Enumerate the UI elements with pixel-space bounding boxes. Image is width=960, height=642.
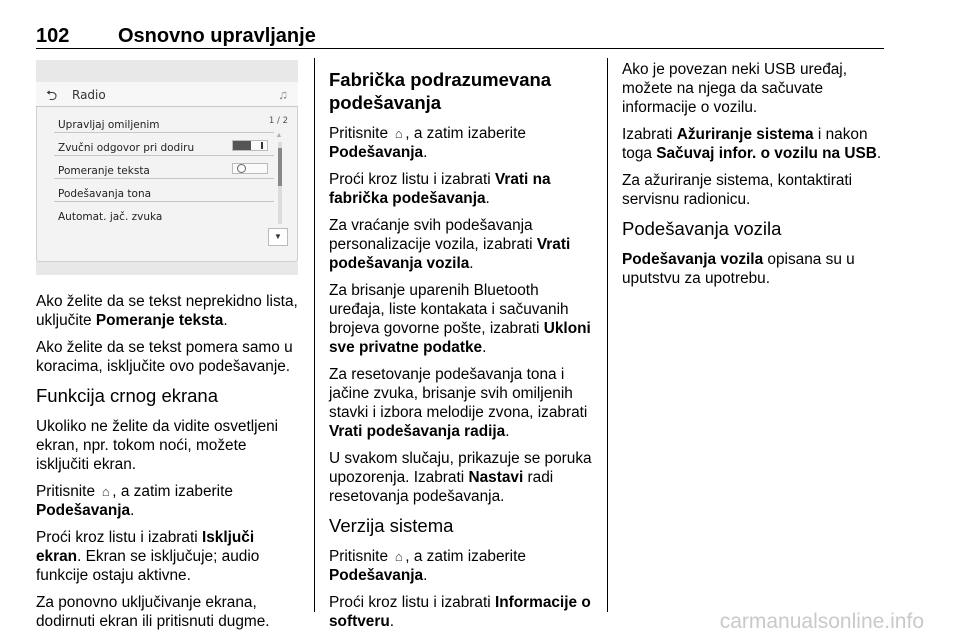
paragraph: Proći kroz listu i izabrati Isključi ekran. Ekran se isključuje; audio funkcije ostaju aktivne. (36, 529, 260, 584)
section-heading-system-version: Verzija sistema (329, 515, 454, 536)
column-2 (329, 60, 595, 639)
menu-item-tone: Podešavanja tona (54, 179, 274, 202)
page-header (36, 8, 884, 49)
radio-settings-figure (36, 60, 298, 275)
scroll-down-icon: ▼ (268, 228, 288, 246)
watermark: carmanualsonline.info (719, 610, 924, 633)
paragraph: Za ažuriranje sistema, kontaktirati servisnu radionicu. (622, 172, 853, 208)
menu-item-text-scroll: Pomeranje teksta (54, 156, 274, 179)
music-note-icon: ♫ (278, 87, 288, 102)
paragraph: U svakom slučaju, prikazuje se poruka upozorenja. Izabrati Nastavi radi resetovanja podešavanja. (329, 450, 592, 505)
paragraph: Ako je povezan neki USB uređaj, možete na njega da sačuvate informacije o vozilu. (622, 61, 848, 116)
back-arrow-icon: ⮌ (46, 87, 58, 103)
paragraph: Proći kroz listu i izabrati Informacije o softveru. (329, 594, 591, 630)
paragraph: Pritisnite ⌂ , a zatim izaberite Podešavanja. (36, 483, 233, 519)
screen-title: Radio (72, 88, 106, 102)
home-icon: ⌂ (394, 126, 403, 141)
menu-item-auto-volume: Automat. jač. zvuka (58, 211, 163, 223)
paragraph: Pritisnite ⌂ , a zatim izaberite Podešavanja. (329, 125, 526, 161)
home-icon: ⌂ (394, 549, 403, 564)
scrollbar (278, 142, 282, 224)
paragraph: Proći kroz listu i izabrati Vrati na fabrička podešavanja. (329, 171, 551, 207)
column-divider-2 (607, 58, 608, 612)
menu-item-favorites: Upravljaj omiljenim (54, 110, 274, 133)
column-3 (622, 60, 884, 296)
toggle-switch-off (232, 163, 268, 174)
paragraph: Pritisnite ⌂ , a zatim izaberite Podešavanja. (329, 548, 526, 584)
column-1 (36, 60, 298, 639)
home-icon: ⌂ (101, 484, 110, 499)
scroll-up-icon: ▲ (275, 132, 283, 139)
paragraph: Ako želite da se tekst pomera samo u koracima, isključite ovo podešavanje. (36, 339, 293, 375)
paragraph: Izabrati Ažuriranje sistema i nakon toga Sačuvaj infor. o vozilu na USB. (622, 126, 882, 162)
paragraph: Ako želite da se tekst neprekidno lista, uključite Pomeranje teksta. (36, 293, 298, 329)
page-number: 102 (36, 25, 70, 47)
page-title: Osnovno upravljanje (118, 25, 316, 47)
menu-item-touch-feedback: Zvučni odgovor pri dodiru (54, 133, 274, 156)
paragraph: Za resetovanje podešavanja tona i jačine zvuka, brisanje svih omiljenih stavki i izbora melodije zvona, izabrati Vrati podešavanja radija. (329, 366, 588, 440)
paragraph: Podešavanja vozila opisana su u uputstvu za upotrebu. (622, 251, 855, 287)
pager-indicator: 1 / 2 (268, 116, 288, 126)
section-heading-factory-defaults: Fabrička podrazumevana podešavanja (329, 69, 552, 113)
section-heading-vehicle-settings: Podešavanja vozila (622, 218, 782, 239)
paragraph: Ukoliko ne želite da vidite osvetljeni ekran, npr. tokom noći, možete isključiti ekran. (36, 418, 279, 473)
paragraph: Za brisanje uparenih Bluetooth uređaja, liste kontakata i sačuvanih brojeva govorne pošte, izabrati Ukloni sve privatne podatke. (329, 282, 591, 356)
column-divider-1 (314, 58, 315, 612)
paragraph: Za ponovno uključivanje ekrana, dodirnuti ekran ili pritisnuti dugme. (36, 594, 270, 630)
screen-title-bar (36, 82, 298, 107)
toggle-switch-on (232, 140, 268, 151)
paragraph: Za vraćanje svih podešavanja personalizacije vozila, izabrati Vrati podešavanja vozila. (329, 217, 571, 272)
section-heading-black-screen: Funkcija crnog ekrana (36, 385, 219, 406)
radio-screen (36, 82, 298, 262)
